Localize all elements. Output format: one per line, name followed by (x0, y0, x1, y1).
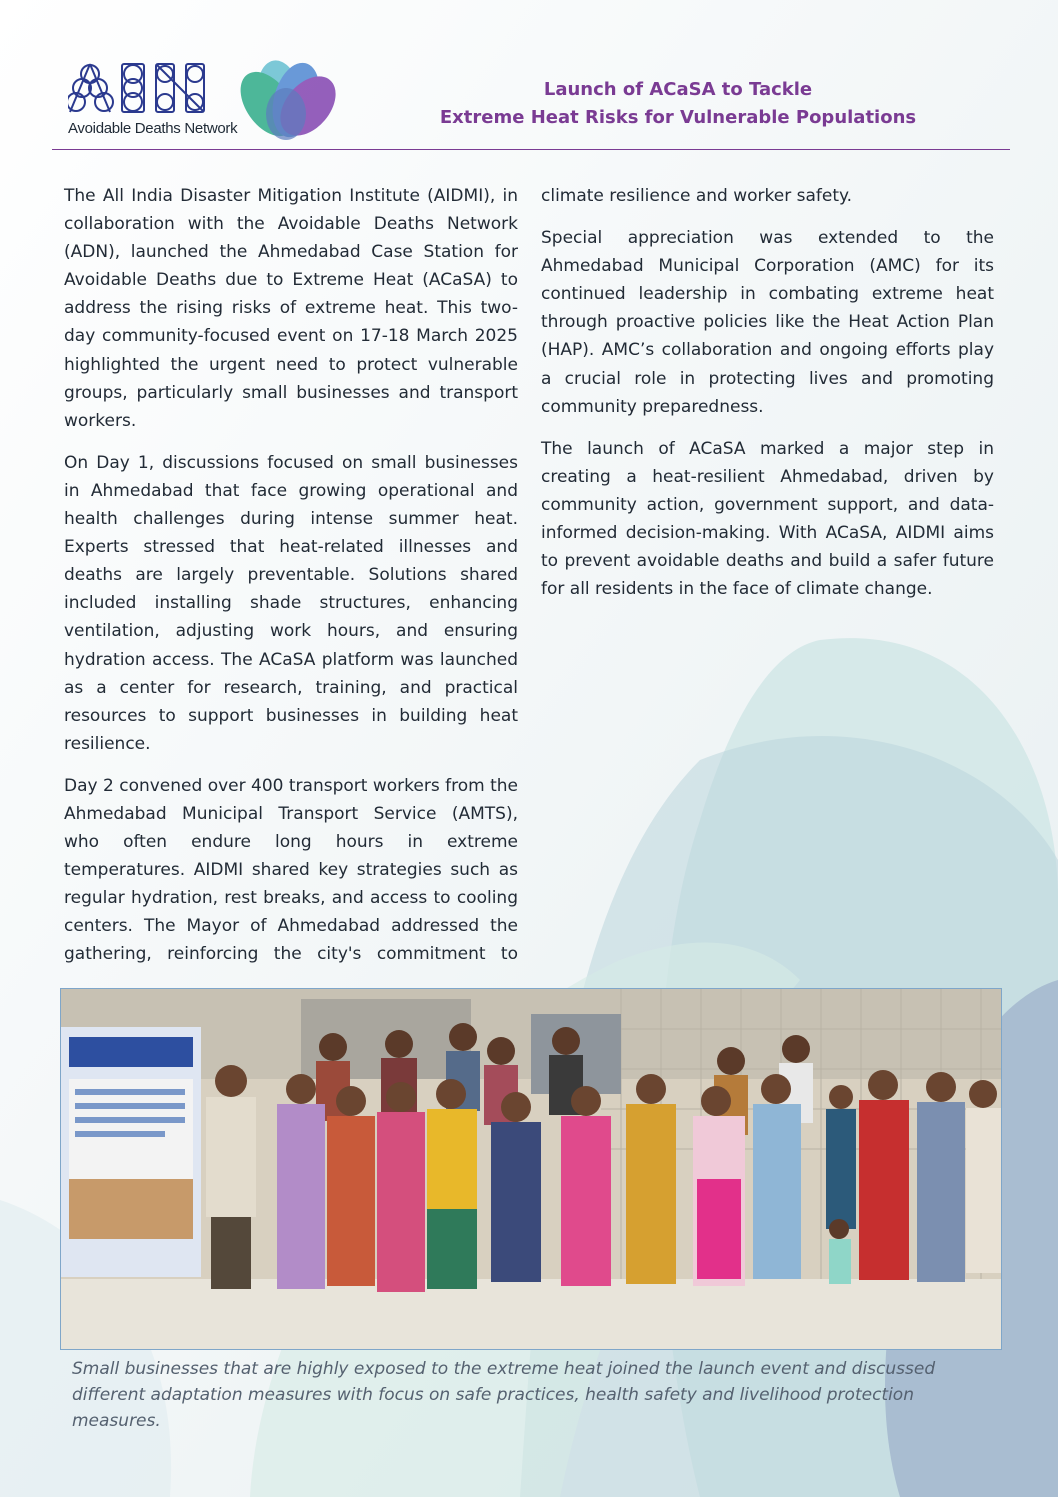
paragraph: The launch of ACaSA marked a major step in creating a heat-resilient Ahmedabad, driven by community action, government support, and data-informed decision-making. With ACaSA, AIDMI aims to prevent avoidable deaths and build a safer future for all residents in the face of climate change. (541, 438, 994, 600)
title-line-2: Extreme Heat Risks for Vulnerable Populations (439, 107, 917, 128)
left-column (64, 182, 518, 983)
paragraph: The All India Disaster Mitigation Institute (AIDMI), in collaboration with the Avoidable Deaths Network (ADN), launched the Ahmedabad Case Station for Avoidable Deaths due to Extreme Heat (ACaSA) to address the rising risks of extreme heat. This two-day community-focused event on 17-18 March 2025 highlighted the urgent need to protect vulnerable groups, particularly small businesses and transport workers. (64, 186, 518, 431)
photo-caption: Small businesses that are highly exposed to the extreme heat joined the launch event and discussed different adaptation measures with focus on safe practices, health safety and livelihood protection measures. (72, 1359, 936, 1431)
paragraph: climate resilience and worker safety. (541, 186, 853, 206)
paragraph: Special appreciation was extended to the Ahmedabad Municipal Corporation (AMC) for its continued leadership in combating extreme heat through proactive policies like the Heat Action Plan (HAP). AMC’s collaboration and ongoing efforts play a crucial role in protecting lives and promoting community preparedness. (541, 228, 994, 417)
page-header (0, 0, 1058, 160)
header-divider (52, 149, 1010, 150)
event-group-photo (60, 988, 1002, 1350)
title-line-1: Launch of ACaSA to Tackle (543, 79, 813, 100)
right-column (541, 182, 994, 617)
paragraph: On Day 1, discussions focused on small businesses in Ahmedabad that face growing operational and health challenges during intense summer heat. Experts stressed that heat-related illnesses and deaths are largely preventable. Solutions shared included installing shade structures, enhancing ventilation, adjusting work hours, and ensuring hydration access. The ACaSA platform was launched as a center for research, training, and practical resources to support businesses in building heat resilience. (64, 452, 518, 754)
page-title (418, 76, 938, 132)
logo-caption: Avoidable Deaths Network (68, 120, 238, 137)
group-photo-illustration (61, 989, 1001, 1349)
paragraph: Day 2 convened over 400 transport workers from the Ahmedabad Municipal Transport Service (AMTS), who often endure long hours in extreme temperatures. AIDMI shared key strategies such as regular hydration, rest breaks, and access to cooling centers. The Mayor of Ahmedabad addressed the gathering, reinforcing the city's commitment to (64, 775, 518, 965)
